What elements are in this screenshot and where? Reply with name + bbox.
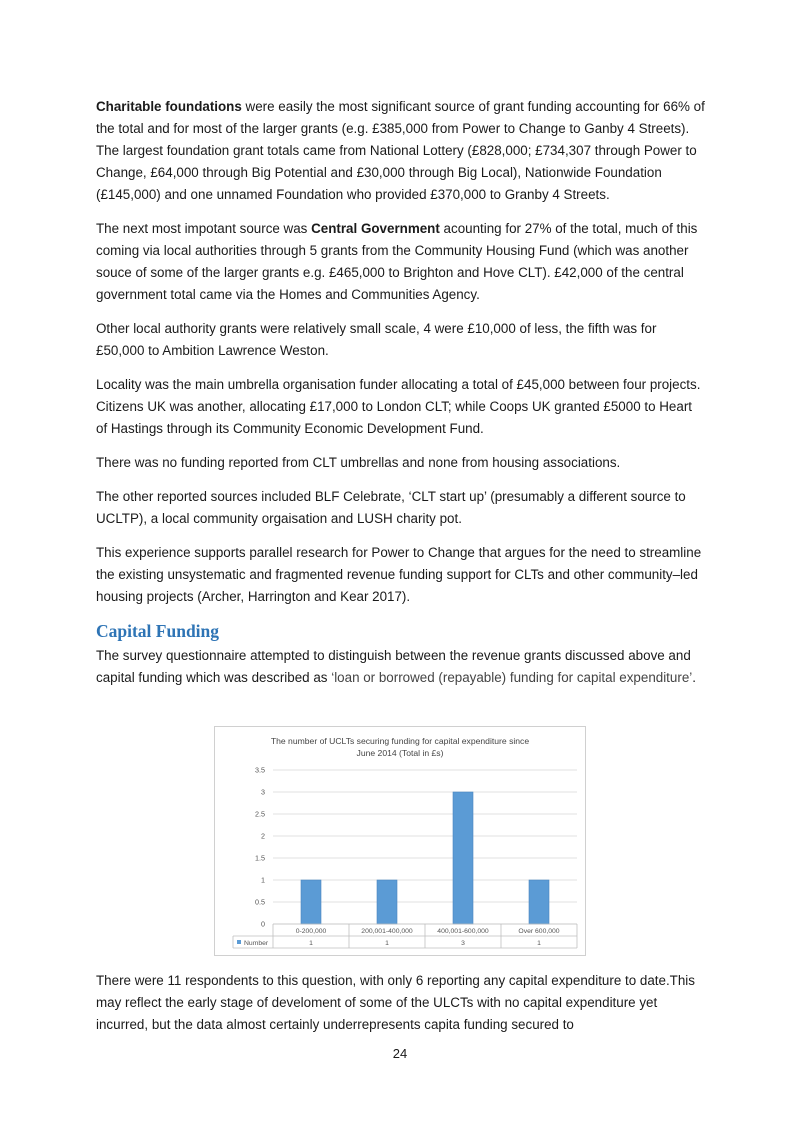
paragraph-respondents: There were 11 respondents to this question, with only 6 reporting any capital expenditure to date.This may reflect the early stage of develoment of some of the ULCTs with no capital expenditure yet incurred, but the data almost certainly underrepresents capita funding secured to [96, 973, 695, 1032]
paragraph-text: were easily the most significant source of grant funding accounting for 66% of the total and for most of the larger grants (e.g. £385,000 from Power to Change to Ganby 4 Streets). The largest foundation grant totals came from National Lottery (£828,000; £734,307 through Power to Change, £64,000 through Big Potential and £30,000 through Big Local), Nationwide Foundation (£145,000) and one unnamed Foundation who provided £370,000 to Granby 4 Streets. [96, 99, 705, 202]
y-tick-label: 0 [261, 919, 265, 929]
legend-swatch [237, 940, 241, 944]
y-tick-label: 2.5 [255, 809, 265, 819]
bar-4 [529, 880, 549, 924]
x-category-label: 400,001-600,000 [437, 928, 489, 935]
y-tick-label: 1 [261, 875, 265, 885]
paragraph-text: acounting for 27% of the total, much of this coming via local authorities through 5 grants from the Community Housing Fund (which was another souce of some of the larger grants e.g. £465,000 to Brighton and Hove CLT). £42,000 of the central government total came via the Homes and Communities Agency. [96, 221, 698, 302]
bar-3 [453, 792, 473, 924]
x-category-label: 200,001-400,000 [361, 928, 413, 935]
x-category-label: Over 600,000 [518, 928, 560, 935]
data-label: 1 [309, 940, 313, 947]
y-tick-label: 1.5 [255, 853, 265, 863]
paragraph-respondents-wrapper [96, 970, 706, 1048]
chart-title: The number of UCLTs securing funding for capital expenditure since [270, 736, 530, 746]
data-label: 1 [385, 940, 389, 947]
capital-funding-chart [214, 726, 586, 956]
y-tick-label: 2 [261, 831, 265, 841]
y-tick-label: 0.5 [255, 897, 265, 907]
bold-term: Central Government [311, 221, 440, 236]
y-tick-label: 3.5 [255, 765, 265, 775]
x-category-label: 0-200,000 [295, 928, 327, 935]
page-number: 24 [392, 1046, 408, 1061]
chart-subtitle: June 2014 (Total in £s) [356, 748, 444, 758]
legend-label: Number [244, 940, 269, 947]
document-body [96, 96, 706, 701]
paragraph-locality: Locality was the main umbrella organisation funder allocating a total of £45,000 between four projects. Citizens UK was another, allocating £17,000 to London CLT; while Coops UK granted £5000 to Heart of Hastings through its Community Economic Development Fund. [96, 377, 701, 436]
section-heading: Capital Funding [96, 621, 220, 641]
paragraph-other-sources: The other reported sources included BLF Celebrate, ‘CLT start up’ (presumably a different source to UCLTP), a local community orgaisation and LUSH charity pot. [96, 489, 686, 526]
paragraph-parallel-research: This experience supports parallel research for Power to Change that argues for the need to streamline the existing unsystematic and fragmented revenue funding support for CLTs and other community–led housing projects (Archer, Harrington and Kear 2017). [96, 545, 702, 604]
data-label: 3 [461, 940, 465, 947]
paragraph-text: The next most impotant source was [96, 221, 312, 236]
bar-2 [377, 880, 397, 924]
paragraph-central-government [96, 218, 706, 306]
paragraph-no-funding: There was no funding reported from CLT umbrellas and none from housing associations. [96, 455, 621, 470]
paragraph-charitable-foundations [96, 96, 706, 206]
bar-1 [301, 880, 321, 924]
paragraph-text: . [692, 670, 696, 685]
chart-svg [215, 727, 585, 955]
bold-term: Charitable foundations [96, 99, 242, 114]
paragraph-survey [96, 645, 706, 689]
y-tick-label: 3 [261, 787, 265, 797]
paragraph-local-authority: Other local authority grants were relatively small scale, 4 were £10,000 of less, the fifth was for £50,000 to Ambition Lawrence Weston. [96, 321, 657, 358]
quoted-definition: ‘loan or borrowed (repayable) funding for capital expenditure’ [331, 670, 693, 685]
paragraph-text: The survey questionnaire attempted to distinguish between the revenue grants discussed above and capital funding which was described as [96, 648, 691, 685]
data-label: 1 [537, 940, 541, 947]
